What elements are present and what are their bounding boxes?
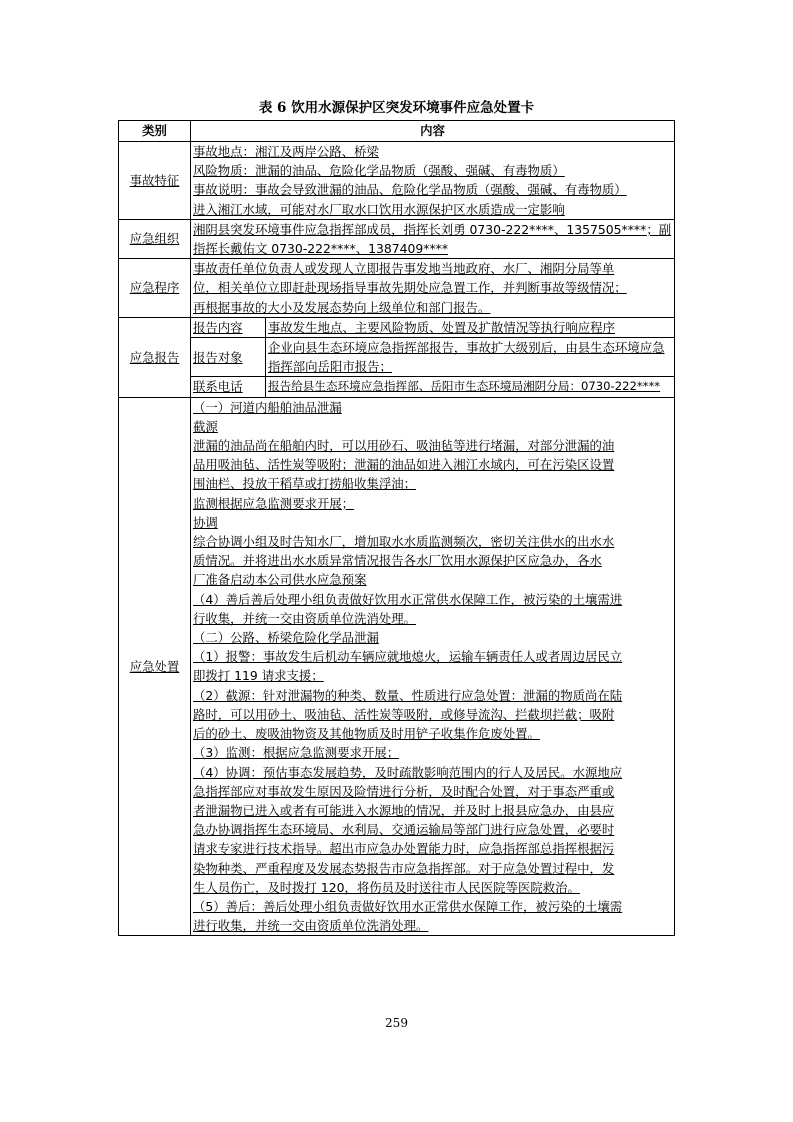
report-item — [191, 318, 674, 338]
text-line: 风险物质：泄漏的油品、危险化学品物质（强酸、强碱、有毒物质） — [193, 163, 565, 179]
row-procedure — [119, 259, 675, 318]
content-organization — [191, 219, 675, 258]
text-line: 品用吸油毡、活性炭等吸附；泄漏的油品如进入湘江水域内，可在污染区设置 — [193, 457, 615, 473]
table-title: 表 6 饮用水源保护区突发环境事件应急处置卡 — [258, 100, 535, 116]
text-line: （1）报警：事故发生后机动车辆应就地熄火，运输车辆责任人或者周边居民立 — [193, 649, 623, 665]
text-line: 再根据事故的大小及发展态势向上级单位和部门报告。 — [193, 299, 491, 315]
text-line: 截源 — [193, 418, 218, 434]
text-line: 综合协调小组及时告知水厂，增加取水水质监测频次，密切关注供水的出水水 — [193, 534, 615, 550]
row-organization — [119, 219, 675, 258]
text-line: （3）监测：根据应急监测要求开展； — [193, 745, 400, 761]
text-line: 厂准备启动本公司供水应急预案 — [193, 572, 367, 588]
text-line: 质情况。并将进出水水质异常情况报告各水厂饮用水源保护区应急办，各水 — [193, 553, 602, 569]
content-features — [191, 142, 675, 220]
text-line: 进入湘江水域，可能对水厂取水口饮用水源保护区水质造成一定影响 — [193, 201, 565, 217]
report-item — [191, 338, 674, 377]
text-line: 企业向县生态环境应急指挥部报告，事故扩大级别后，由县生态环境应急 — [268, 340, 665, 356]
text-line: 急办协调指挥生态环境局、水利局、交通运输局等部门进行应急处置，必要时 — [193, 822, 615, 838]
content-procedure — [191, 259, 675, 318]
text-line: 者泄漏物已进入或者有可能进入水源地的情况，并及时上报县应急办，由县应 — [193, 802, 615, 818]
header-category: 类别 — [119, 121, 191, 142]
label-procedure: 应急程序 — [119, 259, 191, 318]
report-item-value — [266, 318, 675, 338]
text-line: （5）善后：善后处理小组负责做好饮用水正常供水保障工作，被污染的土壤需 — [193, 898, 623, 914]
text-line: （二）公路、桥梁危险化学品泄漏 — [193, 630, 379, 646]
report-subtable — [191, 318, 674, 397]
text-line: 事故发生地点、主要风险物质、处置及扩散情况等执行响应程序 — [268, 319, 615, 335]
text-line: 路时，可以用砂土、吸油毡、活性炭等吸附，或修导流沟、拦截坝拦截；吸附 — [193, 706, 615, 722]
row-features — [119, 142, 675, 220]
text-line: 急指挥部应对事故发生原因及险情进行分析，及时配合处置，对于事态严重或 — [193, 783, 615, 799]
report-item-value — [266, 377, 675, 397]
text-line: 事故地点：湘江及两岸公路、桥梁 — [193, 144, 379, 159]
text-line: 泄漏的油品尚在船舶内时，可以用砂石、吸油毡等进行堵漏，对部分泄漏的油 — [193, 438, 615, 454]
header-row — [119, 121, 675, 142]
label-report: 应急报告 — [119, 317, 191, 397]
emergency-card-table — [118, 120, 675, 936]
text-line: 报告给县生态环境应急指挥部、岳阳市生态环境局湘阴分局：0730-222**** — [268, 379, 661, 394]
text-line: （2）截源：针对泄漏物的种类、数量、性质进行应急处置：泄漏的物质尚在陆 — [193, 687, 623, 703]
text-line: 位，相关单位立即赶赴现场指导事故先期处应急置工作，并判断事故等级情况； — [193, 280, 627, 296]
report-item-label: 报告内容 — [191, 318, 266, 338]
text-line: （4）协调：预估事态发展趋势，及时疏散影响范围内的行人及居民。水源地应 — [193, 764, 623, 780]
row-disposal — [119, 397, 675, 936]
row-report — [119, 317, 675, 397]
text-line: 行收集，并统一交由资质单位洗消处理。 — [193, 610, 417, 626]
content-report — [191, 317, 675, 397]
text-line: （一）河道内船舶油品泄漏 — [193, 399, 342, 415]
text-line: 染物种类、严重程度及发展态势报告市应急指挥部。对于应急处置过程中，发 — [193, 860, 615, 876]
label-disposal: 应急处置 — [119, 397, 191, 936]
text-line: 事故说明：事故会导致泄漏的油品、危险化学品物质（强酸、强碱、有毒物质） — [193, 182, 627, 198]
header-content: 内容 — [191, 121, 675, 142]
page-number: 259 — [385, 1016, 408, 1030]
report-item — [191, 377, 674, 397]
text-line: 指挥长戴佑文 0730-222****、1387409**** — [193, 241, 449, 257]
label-features: 事故特征 — [119, 142, 191, 220]
text-line: 请求专家进行技术指导。超出市应急办处置能力时，应急指挥部总指挥根据污 — [193, 841, 615, 857]
report-item-label: 报告对象 — [191, 338, 266, 377]
text-line: 协调 — [193, 514, 218, 530]
text-line: 进行收集，并统一交由资质单位洗消处理。 — [193, 918, 429, 934]
text-line: 事故责任单位负责人或发现人立即报告事发地当地政府、水厂、湘阴分局等单 — [193, 261, 615, 277]
text-line: 湘阴县突发环境事件应急指挥部成员，指挥长刘勇 0730-222****、1357505****；副 — [193, 221, 672, 237]
text-line: 围油栏、投放干稻草或打捞船收集浮油； — [193, 476, 417, 492]
report-item-label: 联系电话 — [191, 377, 266, 397]
text-line: 生人员伤亡，及时拨打 120，将伤员及时送往市人民医院等医院救治。 — [193, 879, 580, 895]
text-line: 后的砂土、废吸油物资及其他物质及时用铲子收集作危废处置。 — [193, 726, 540, 742]
label-organization: 应急组织 — [119, 219, 191, 258]
text-line: 指挥部向岳阳市报告； — [268, 359, 392, 375]
text-line: 即拨打 119 请求支援； — [193, 668, 324, 684]
report-item-value — [266, 338, 675, 377]
content-disposal — [191, 397, 675, 936]
text-line: 监测根据应急监测要求开展； — [193, 495, 355, 511]
text-line: （4）善后善后处理小组负责做好饮用水正常供水保障工作，被污染的土壤需进 — [193, 591, 623, 607]
